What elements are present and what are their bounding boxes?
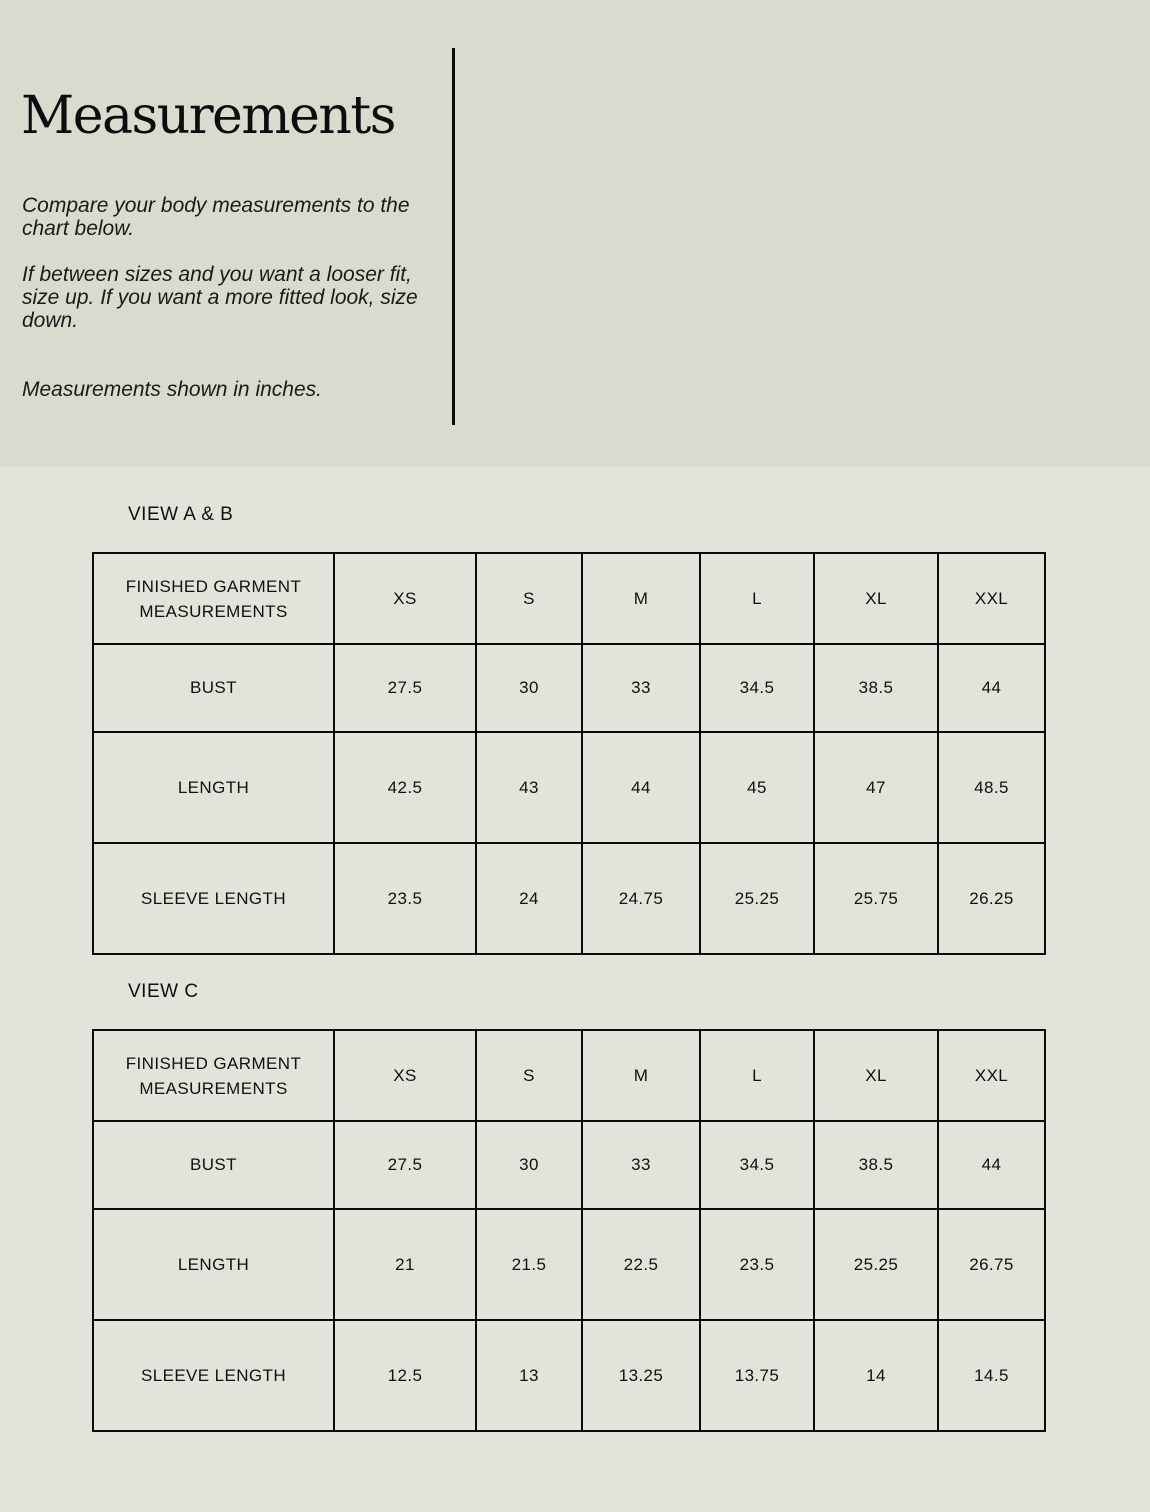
table-row — [93, 843, 1045, 954]
size-column-header: XXL — [938, 1030, 1045, 1121]
table-header-row — [93, 1030, 1045, 1121]
measurement-cell: 30 — [476, 1121, 582, 1209]
measurement-cell: 25.25 — [814, 1209, 938, 1320]
measurement-cell: 44 — [938, 1121, 1045, 1209]
measurement-cell: 21.5 — [476, 1209, 582, 1320]
measurement-cell: 14 — [814, 1320, 938, 1431]
measurement-cell: 48.5 — [938, 732, 1045, 843]
row-label: SLEEVE LENGTH — [93, 843, 334, 954]
row-label: LENGTH — [93, 732, 334, 843]
measurement-cell: 30 — [476, 644, 582, 732]
intro-units-note: Measurements shown in inches. — [22, 378, 322, 401]
size-table-view-a-b — [92, 552, 1046, 955]
table-row — [93, 644, 1045, 732]
size-table-view-c — [92, 1029, 1046, 1432]
measurement-cell: 12.5 — [334, 1320, 476, 1431]
measurement-cell: 43 — [476, 732, 582, 843]
size-column-header: XL — [814, 1030, 938, 1121]
size-column-header: L — [700, 1030, 814, 1121]
intro-fit-advice: If between sizes and you want a looser fit, size up. If you want a more fitted look, size down. — [22, 263, 418, 332]
measurement-cell: 25.75 — [814, 843, 938, 954]
row-label: BUST — [93, 1121, 334, 1209]
measurement-cell: 38.5 — [814, 644, 938, 732]
measurement-column-header: FINISHED GARMENT MEASUREMENTS — [93, 553, 334, 644]
size-column-header: XS — [334, 553, 476, 644]
measurement-cell: 47 — [814, 732, 938, 843]
measurement-cell: 24.75 — [582, 843, 700, 954]
measurement-cell: 38.5 — [814, 1121, 938, 1209]
measurement-cell: 13.75 — [700, 1320, 814, 1431]
measurement-cell: 42.5 — [334, 732, 476, 843]
table-row — [93, 1121, 1045, 1209]
measurement-cell: 27.5 — [334, 1121, 476, 1209]
measurement-cell: 33 — [582, 644, 700, 732]
measurement-cell: 34.5 — [700, 1121, 814, 1209]
vertical-divider — [452, 48, 455, 425]
size-column-header: M — [582, 553, 700, 644]
page-title: Measurements — [21, 86, 395, 146]
measurement-cell: 34.5 — [700, 644, 814, 732]
measurement-cell: 26.75 — [938, 1209, 1045, 1320]
measurement-cell: 14.5 — [938, 1320, 1045, 1431]
measurement-cell: 26.25 — [938, 843, 1045, 954]
measurement-cell: 13 — [476, 1320, 582, 1431]
size-column-header: L — [700, 553, 814, 644]
measurement-cell: 44 — [582, 732, 700, 843]
table-row — [93, 732, 1045, 843]
size-column-header: XL — [814, 553, 938, 644]
section-label: VIEW A & B — [128, 504, 234, 525]
size-column-header: S — [476, 1030, 582, 1121]
measurement-cell: 21 — [334, 1209, 476, 1320]
measurement-cell: 24 — [476, 843, 582, 954]
intro-compare: Compare your body measurements to the chart below. — [22, 194, 410, 240]
measurement-column-header: FINISHED GARMENT MEASUREMENTS — [93, 1030, 334, 1121]
measurement-cell: 22.5 — [582, 1209, 700, 1320]
row-label: LENGTH — [93, 1209, 334, 1320]
size-column-header: XXL — [938, 553, 1045, 644]
measurement-cell: 13.25 — [582, 1320, 700, 1431]
section-label: VIEW C — [128, 981, 199, 1002]
row-label: SLEEVE LENGTH — [93, 1320, 334, 1431]
measurement-cell: 23.5 — [334, 843, 476, 954]
measurement-cell: 27.5 — [334, 644, 476, 732]
row-label: BUST — [93, 644, 334, 732]
measurement-cell: 45 — [700, 732, 814, 843]
size-column-header: S — [476, 553, 582, 644]
table-row — [93, 1320, 1045, 1431]
measurement-cell: 25.25 — [700, 843, 814, 954]
size-column-header: XS — [334, 1030, 476, 1121]
table-row — [93, 1209, 1045, 1320]
measurement-cell: 23.5 — [700, 1209, 814, 1320]
size-column-header: M — [582, 1030, 700, 1121]
measurement-cell: 44 — [938, 644, 1045, 732]
table-header-row — [93, 553, 1045, 644]
measurement-cell: 33 — [582, 1121, 700, 1209]
